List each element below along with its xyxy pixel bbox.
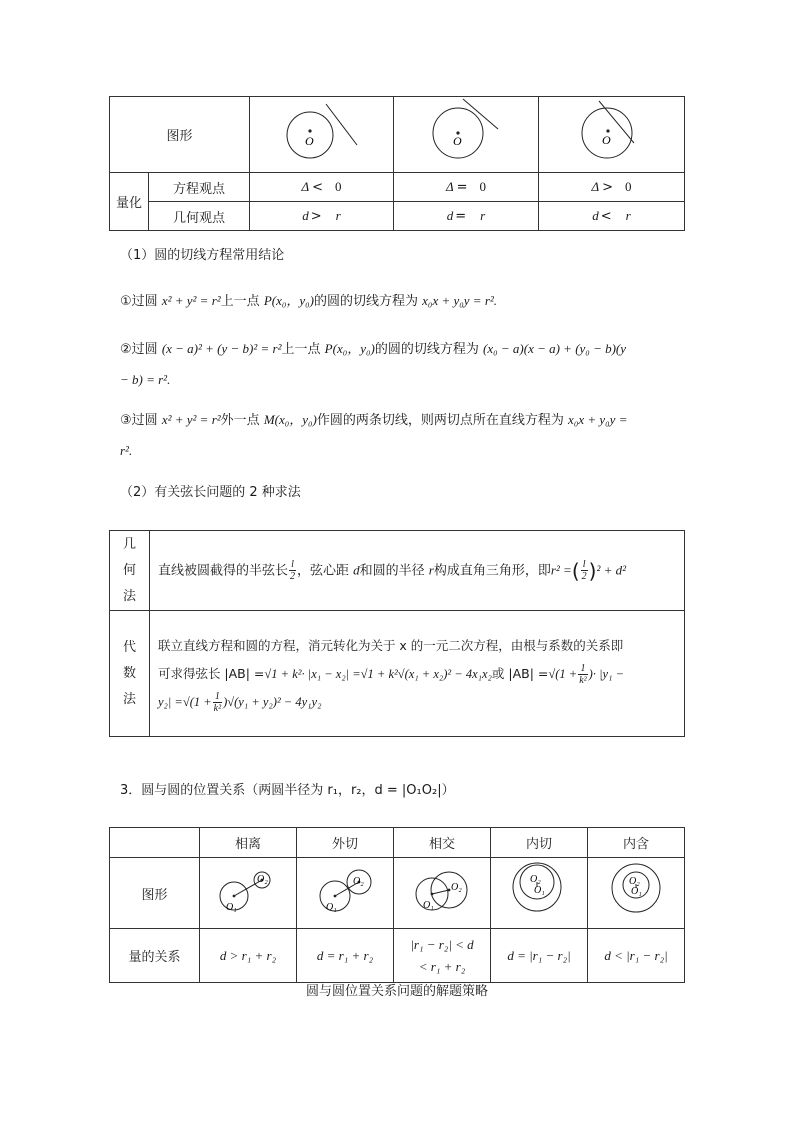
two-circles-contain (588, 858, 684, 924)
svg-text:O₁: O₁ (423, 900, 434, 911)
quant-label-cell (110, 173, 149, 231)
two-circles-intersect (394, 858, 490, 924)
rel-intersect: |r₁ − r₂| < d < r₁ + r₂ (394, 929, 491, 983)
d-cell-1: d > r (249, 202, 393, 231)
rel-external-tangent: d = r₁ + r₂ (297, 929, 394, 983)
fig-intersect (394, 858, 491, 929)
section2-title: （2）有关弦长问题的 2 种求法 (120, 485, 301, 500)
figure-intersect (538, 97, 684, 173)
tangent-item-1: ①过圆 x² + y² = r²上一点 P(x₀，y₀)的圆的切线方程为 x₀x + y₀y = r². (120, 293, 498, 309)
line-circle-table (109, 96, 685, 231)
delta-cell-1: Δ < 0 (249, 173, 393, 202)
geo-method-label: 几何法 (122, 536, 136, 604)
alg-method-label-cell (110, 611, 150, 737)
figure-label: 图形 (166, 129, 193, 144)
separate-figure (250, 97, 393, 168)
fig-contain (588, 858, 685, 929)
header-external-tangent: 外切 (297, 828, 394, 858)
center-label: O (452, 134, 462, 148)
header-contain: 内含 (588, 828, 685, 858)
quant-label: 量化 (116, 196, 143, 211)
header-internal-tangent: 内切 (491, 828, 588, 858)
delta-cell-3: Δ > 0 (538, 173, 684, 202)
center-label: O (601, 133, 611, 147)
fig-internal-tangent (491, 858, 588, 929)
center-label: O (304, 134, 314, 148)
figure-tangent (393, 97, 538, 173)
two-circles-separate (200, 858, 296, 924)
two-circles-external-tangent (297, 858, 393, 924)
svg-text:O₁: O₁ (631, 886, 642, 897)
geo-view-label: 几何观点 (173, 210, 226, 226)
two-circles-internal-tangent (491, 858, 587, 924)
rel-separate: d > r₁ + r₂ (200, 929, 297, 983)
d-cell-3: d < r (538, 202, 684, 231)
header-separate: 相离 (200, 828, 297, 858)
rel-contain: d < |r₁ − r₂| (588, 929, 685, 983)
figure-separate (249, 97, 393, 173)
svg-text:O₁: O₁ (534, 885, 545, 896)
svg-text:O₂: O₂ (451, 882, 462, 893)
figure-label-cell (110, 97, 250, 173)
row-figure-label: 图形 (110, 858, 200, 929)
row-relation-label: 量的关系 (110, 929, 200, 983)
intersect-figure (539, 97, 684, 168)
svg-text:O₁: O₁ (326, 902, 337, 913)
strategy-title: 圆与圆位置关系问题的解题策略 (305, 984, 488, 999)
svg-text:O₁: O₁ (226, 902, 237, 913)
section1-title: （1）圆的切线方程常用结论 (120, 248, 285, 263)
svg-text:O₂: O₂ (257, 874, 268, 885)
eq-view-label: 方程观点 (173, 181, 226, 197)
tangent-figure (394, 97, 538, 168)
svg-text:O₂: O₂ (629, 876, 640, 887)
d-cell-2: d = r (393, 202, 538, 231)
alg-method-label: 代数法 (122, 639, 136, 707)
svg-text:O₂: O₂ (353, 876, 364, 887)
geo-method-label-cell (110, 531, 150, 611)
circle-circle-table (109, 827, 685, 983)
eq-view-label-cell (149, 173, 250, 202)
svg-text:O₂: O₂ (530, 874, 541, 885)
corner-cell (110, 828, 200, 858)
geo-method-content: 直线被圆截得的半弦长 $\frac{l}{2}$ ，弦心距 d和圆的半径 r构成直角三角形，即r² =( $\frac{l}{2}$ )² + d² (149, 531, 684, 611)
fig-separate (200, 858, 297, 929)
chord-length-table (109, 530, 685, 737)
tangent-item-2: ②过圆 (x − a)² + (y − b)² = r²上一点 P(x₀，y₀)的圆的切线方程为 (x₀ − a)(x − a) + (y₀ − b)(y − b) = r². (120, 341, 627, 387)
delta-cell-2: Δ = 0 (393, 173, 538, 202)
rel-internal-tangent: d = |r₁ − r₂| (491, 929, 588, 983)
section3-title: 3．圆与圆的位置关系（两圆半径为 r₁，r₂，d = |O₁O₂|） (120, 783, 455, 798)
header-intersect: 相交 (394, 828, 491, 858)
fig-external-tangent (297, 858, 394, 929)
geo-view-label-cell (149, 202, 250, 231)
tangent-item-3: ③过圆 x² + y² = r²外一点 M(x₀，y₀)作圆的两条切线，则两切点所在直线方程为 x₀x + y₀y = r². (120, 412, 628, 458)
alg-method-content: 联立直线方程和圆的方程，消元转化为关于 x 的一元二次方程，由根与系数的关系即 可求得弦长 |AB| =√1 + k²· |x₁ − x₂| =√1 + k²√(x₁ + x₂)² − 4x₁x₂或 |AB| =√(1 + $\frac{1}{\text{k²}}$ )· |y₁ − y₂| =√(1 + $\frac{1}{\text{k²}}$ )√(y₁ + y₂)² − 4y₁y₂ (149, 611, 684, 737)
